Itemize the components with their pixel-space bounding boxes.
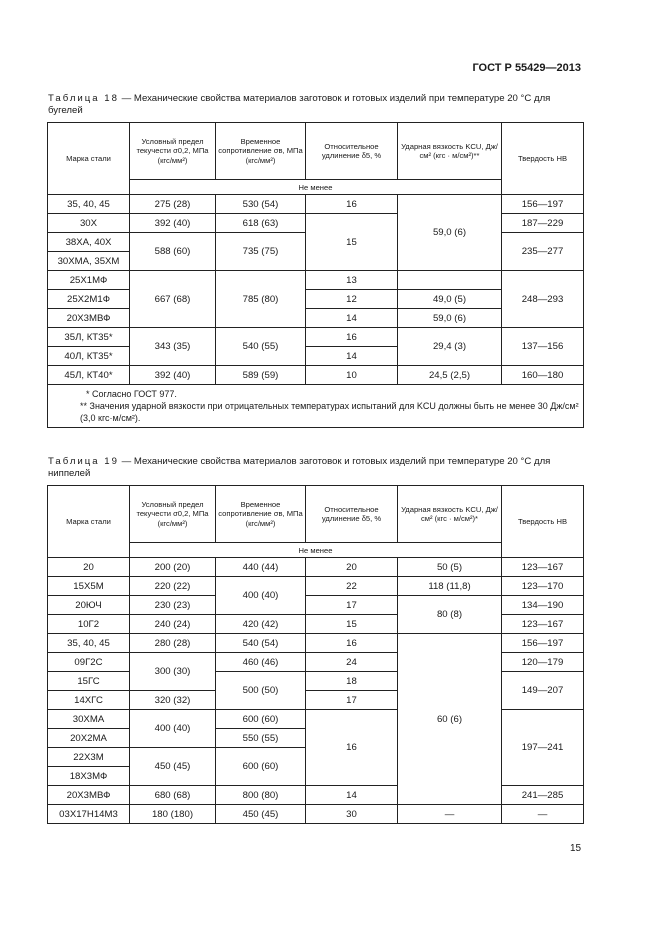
table-row [48, 366, 584, 385]
table-cell: 137—156 [502, 328, 584, 366]
table-row [48, 271, 584, 290]
table-cell: 320 (32) [130, 691, 216, 710]
table-cell: 16 [306, 710, 398, 786]
table-cell: 420 (42) [216, 615, 306, 634]
table-cell: 03Х17Н14М3 [48, 805, 130, 824]
table-row [48, 596, 584, 615]
table-cell: 20Х2МА [48, 729, 130, 748]
table-cell: 15ГС [48, 672, 130, 691]
table-cell: 618 (63) [216, 214, 306, 233]
document-id: ГОСТ Р 55429—2013 [472, 62, 581, 74]
table-cell: 600 (60) [216, 710, 306, 729]
table-cell: 235—277 [502, 233, 584, 271]
table-cell: 600 (60) [216, 748, 306, 786]
table-cell: 14 [306, 347, 398, 366]
table-cell: 588 (60) [130, 233, 216, 271]
col-header-yield: Условный предел текучести σ0,2, МПа (кгс/мм²) [130, 123, 216, 180]
table-cell [398, 271, 502, 290]
table-row [48, 653, 584, 672]
table-cell: 10Г2 [48, 615, 130, 634]
table-cell: 17 [306, 691, 398, 710]
not-less-header: Не менее [130, 543, 502, 558]
table19-caption-label: Таблица 19 [48, 456, 119, 467]
table-cell: 35Л, КТ35* [48, 328, 130, 347]
table-cell: 15Х5М [48, 577, 130, 596]
table18 [47, 122, 584, 428]
col-header-elongation: Относительное удлинение δ5, % [306, 486, 398, 543]
table-row [48, 672, 584, 691]
table-cell: 14 [306, 309, 398, 328]
table-cell: 35, 40, 45 [48, 195, 130, 214]
table19-caption-text: — Механические свойства материалов заготовок и готовых изделий при температуре 20 °С для ниппелей [48, 456, 551, 479]
table-cell: 20 [306, 558, 398, 577]
table-cell: 180 (180) [130, 805, 216, 824]
table-cell: 30ХМА [48, 710, 130, 729]
table-cell: 800 (80) [216, 786, 306, 805]
table-cell: 13 [306, 271, 398, 290]
table-cell: 197—241 [502, 710, 584, 786]
table-cell: 230 (23) [130, 596, 216, 615]
page-number: 15 [570, 843, 582, 854]
table-cell: 530 (54) [216, 195, 306, 214]
table-cell: 24 [306, 653, 398, 672]
footnotes [48, 385, 584, 428]
table-cell: 450 (45) [130, 748, 216, 786]
table-row [48, 786, 584, 805]
table-cell: 156—197 [502, 195, 584, 214]
col-header-yield: Условный предел текучести σ0,2, МПа (кгс/мм²) [130, 486, 216, 543]
table-cell: 500 (50) [216, 672, 306, 710]
table-cell: 275 (28) [130, 195, 216, 214]
table-cell: 16 [306, 328, 398, 347]
table-cell: 540 (54) [216, 634, 306, 653]
table-cell: 09Г2С [48, 653, 130, 672]
col-header-hardness: Твердость НВ [502, 486, 584, 558]
col-header-tensile: Временное сопротивление σв, МПа (кгс/мм²) [216, 123, 306, 180]
table-cell: 35, 40, 45 [48, 634, 130, 653]
table-cell: 160—180 [502, 366, 584, 385]
table-cell: 241—285 [502, 786, 584, 805]
table-cell: 45Л, КТ40* [48, 366, 130, 385]
table-cell: 550 (55) [216, 729, 306, 748]
table-cell: — [398, 805, 502, 824]
table-cell: 123—167 [502, 615, 584, 634]
table-row [48, 328, 584, 347]
table-cell: 400 (40) [216, 577, 306, 615]
footnote-2: ** Значения ударной вязкости при отрицательных температурах испытаний для KCU должны быть не менее 30 Дж/см² (3,0 кгс·м/см²). [80, 401, 579, 423]
table-cell: 343 (35) [130, 328, 216, 366]
table-cell: 20 [48, 558, 130, 577]
table-cell: 20Х3МВФ [48, 309, 130, 328]
table-cell: 17 [306, 596, 398, 615]
table-row [48, 805, 584, 824]
table-cell: 30 [306, 805, 398, 824]
table-cell: 156—197 [502, 634, 584, 653]
table-cell: 15 [306, 615, 398, 634]
table-cell: 589 (59) [216, 366, 306, 385]
table-cell: 60 (6) [398, 634, 502, 805]
table-cell: 220 (22) [130, 577, 216, 596]
table-row [48, 710, 584, 729]
table-cell: 30Х [48, 214, 130, 233]
table-cell: 735 (75) [216, 233, 306, 271]
table-cell: 18 [306, 672, 398, 691]
table-cell: 123—170 [502, 577, 584, 596]
col-header-impact: Ударная вязкость KCU, Дж/см² (кгс · м/см²)* [398, 486, 502, 543]
table-cell: 25Х1МФ [48, 271, 130, 290]
table-cell: 50 (5) [398, 558, 502, 577]
table-row [48, 577, 584, 596]
table-cell: 240 (24) [130, 615, 216, 634]
table-cell: 25Х2М1Ф [48, 290, 130, 309]
table-cell: 29,4 (3) [398, 328, 502, 366]
table-cell: 123—167 [502, 558, 584, 577]
col-header-hardness: Твердость НВ [502, 123, 584, 195]
table-cell: 20Х3МВФ [48, 786, 130, 805]
table-cell: 680 (68) [130, 786, 216, 805]
table18-caption-label: Таблица 18 [48, 93, 119, 104]
table-cell: 20ЮЧ [48, 596, 130, 615]
table-cell: 440 (44) [216, 558, 306, 577]
table-cell: 80 (8) [398, 596, 502, 634]
table-cell: 16 [306, 634, 398, 653]
col-header-tensile: Временное сопротивление σв, МПа (кгс/мм²) [216, 486, 306, 543]
col-header-grade: Марка стали [48, 486, 130, 558]
table-cell: 120—179 [502, 653, 584, 672]
table-cell: 59,0 (6) [398, 195, 502, 271]
table-row [48, 558, 584, 577]
table-cell: 16 [306, 195, 398, 214]
table-cell: 59,0 (6) [398, 309, 502, 328]
table-cell: 392 (40) [130, 214, 216, 233]
table-row [48, 195, 584, 214]
table-cell: 785 (80) [216, 271, 306, 328]
table-header-row [48, 486, 584, 543]
not-less-header: Не менее [130, 180, 502, 195]
table-cell: 248—293 [502, 271, 584, 328]
table-cell: 149—207 [502, 672, 584, 710]
footnote-1: * Согласно ГОСТ 977. [86, 389, 177, 399]
table-cell: 392 (40) [130, 366, 216, 385]
table-cell: 22 [306, 577, 398, 596]
table-cell: 450 (45) [216, 805, 306, 824]
table-cell: 24,5 (2,5) [398, 366, 502, 385]
table-header-row [48, 123, 584, 180]
table-cell: 30ХМА, 35ХМ [48, 252, 130, 271]
table-cell: 667 (68) [130, 271, 216, 328]
col-header-impact: Ударная вязкость KCU, Дж/см² (кгс · м/см²)** [398, 123, 502, 180]
table-cell: 14 [306, 786, 398, 805]
table-cell: 14ХГС [48, 691, 130, 710]
table-row [48, 634, 584, 653]
table-cell: 49,0 (5) [398, 290, 502, 309]
table-cell: 12 [306, 290, 398, 309]
table-cell: 10 [306, 366, 398, 385]
table-cell: — [502, 805, 584, 824]
table-cell: 22Х3М [48, 748, 130, 767]
table-cell: 540 (55) [216, 328, 306, 366]
table19-caption [48, 456, 584, 480]
table-cell: 300 (30) [130, 653, 216, 691]
table-cell: 187—229 [502, 214, 584, 233]
table-cell: 134—190 [502, 596, 584, 615]
col-header-elongation: Относительное удлинение δ5, % [306, 123, 398, 180]
table-cell: 38ХА, 40Х [48, 233, 130, 252]
table18-caption [48, 93, 584, 117]
table-row [48, 615, 584, 634]
table-cell: 200 (20) [130, 558, 216, 577]
col-header-grade: Марка стали [48, 123, 130, 195]
table19 [47, 485, 584, 824]
table-cell: 40Л, КТ35* [48, 347, 130, 366]
table-cell: 280 (28) [130, 634, 216, 653]
table-cell: 18Х3МФ [48, 767, 130, 786]
table-cell: 460 (46) [216, 653, 306, 672]
table-cell: 400 (40) [130, 710, 216, 748]
footnote-row [48, 385, 584, 428]
table-cell: 118 (11,8) [398, 577, 502, 596]
table-cell: 15 [306, 214, 398, 271]
table-row [48, 214, 584, 233]
table18-caption-text: — Механические свойства материалов заготовок и готовых изделий при температуре 20 °С для бугелей [48, 93, 551, 116]
